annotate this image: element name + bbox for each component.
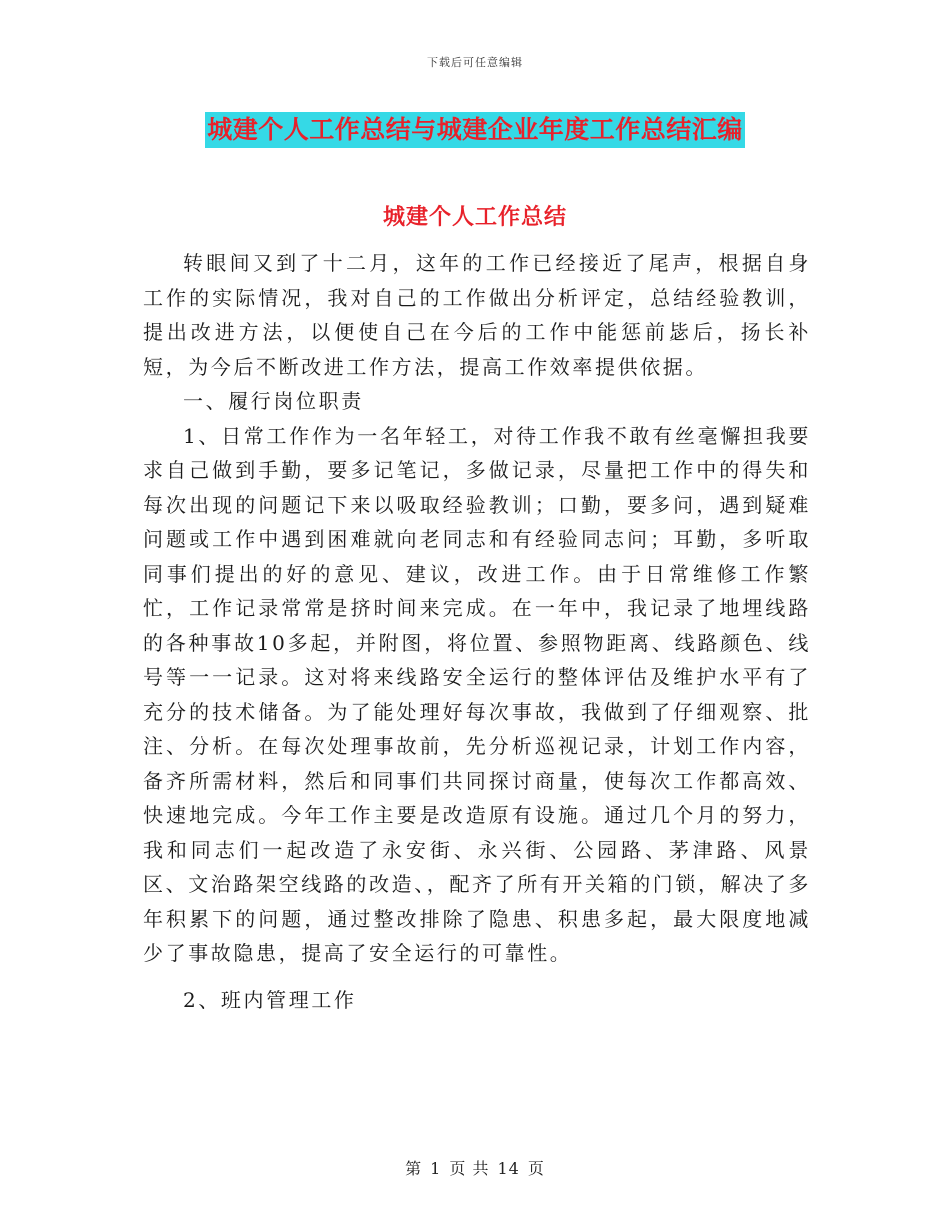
main-title: 城建个人工作总结与城建企业年度工作总结汇编 [205,112,745,148]
item-team-management-heading: 2、班内管理工作 [183,987,357,1012]
intro-paragraph: 转眼间又到了十二月，这年的工作已经接近了尾声，根据自身工作的实际情况，我对自己的工作做出分析评定，总结经验教训，提出改进方法，以便使自己在今后的工作中能惩前毖后，扬长补短，为今后不断改进工作方法，提高工作效率提供依据。 [143,251,811,379]
current-page-number: 1 [430,1159,442,1178]
section-title: 城建个人工作总结 [382,204,567,230]
page-label-prefix: 第 [405,1159,423,1178]
item-daily-work-paragraph: 1、日常工作作为一名年轻工，对待工作我不敢有丝毫懈担我要求自己做到手勤，要多记笔记，多做记录，尽量把工作中的得失和每次出现的问题记下来以吸取经验教训；口勤，要多问，遇到疑难问题或工作中遇到困难就向老同志和有经验同志问；耳勤，多听取同事们提出的好的意见、建议，改进工作。由于日常维修工作繁忙，工作记录常常是挤时间来完成。在一年中，我记录了地埋线路的各种事故10多起，并附图，将位置、参照物距离、线路颜色、线号等一一记录。这对将来线路安全运行的整体评估及维护水平有了充分的技术储备。为了能处理好每次事故，我做到了仔细观察、批注、分析。在每次处理事故前，先分析巡视记录，计划工作内容，备齐所需材料，然后和同事们共同探讨商量，使每次工作都高效、快速地完成。今年工作主要是改造原有设施。通过几个月的努力，我和同志们一起改造了永安街、永兴街、公园路、茅津路、风景区、文治路架空线路的改造、，配齐了所有开关箱的门锁，解决了多年积累下的问题，通过整改排除了隐患、积患多起，最大限度地减少了事故隐患，提高了安全运行的可靠性。 [143,423,811,965]
header-note: 下载后可任意编辑 [427,56,523,69]
page-footer [0,1156,950,1179]
main-title-container [0,112,950,148]
page-label-suffix: 页 [527,1159,545,1178]
page-label-mid: 页 共 [449,1159,490,1178]
section-heading-duties: 一、履行岗位职责 [183,389,364,413]
total-pages-number: 14 [497,1159,520,1178]
document-body [143,246,811,1017]
